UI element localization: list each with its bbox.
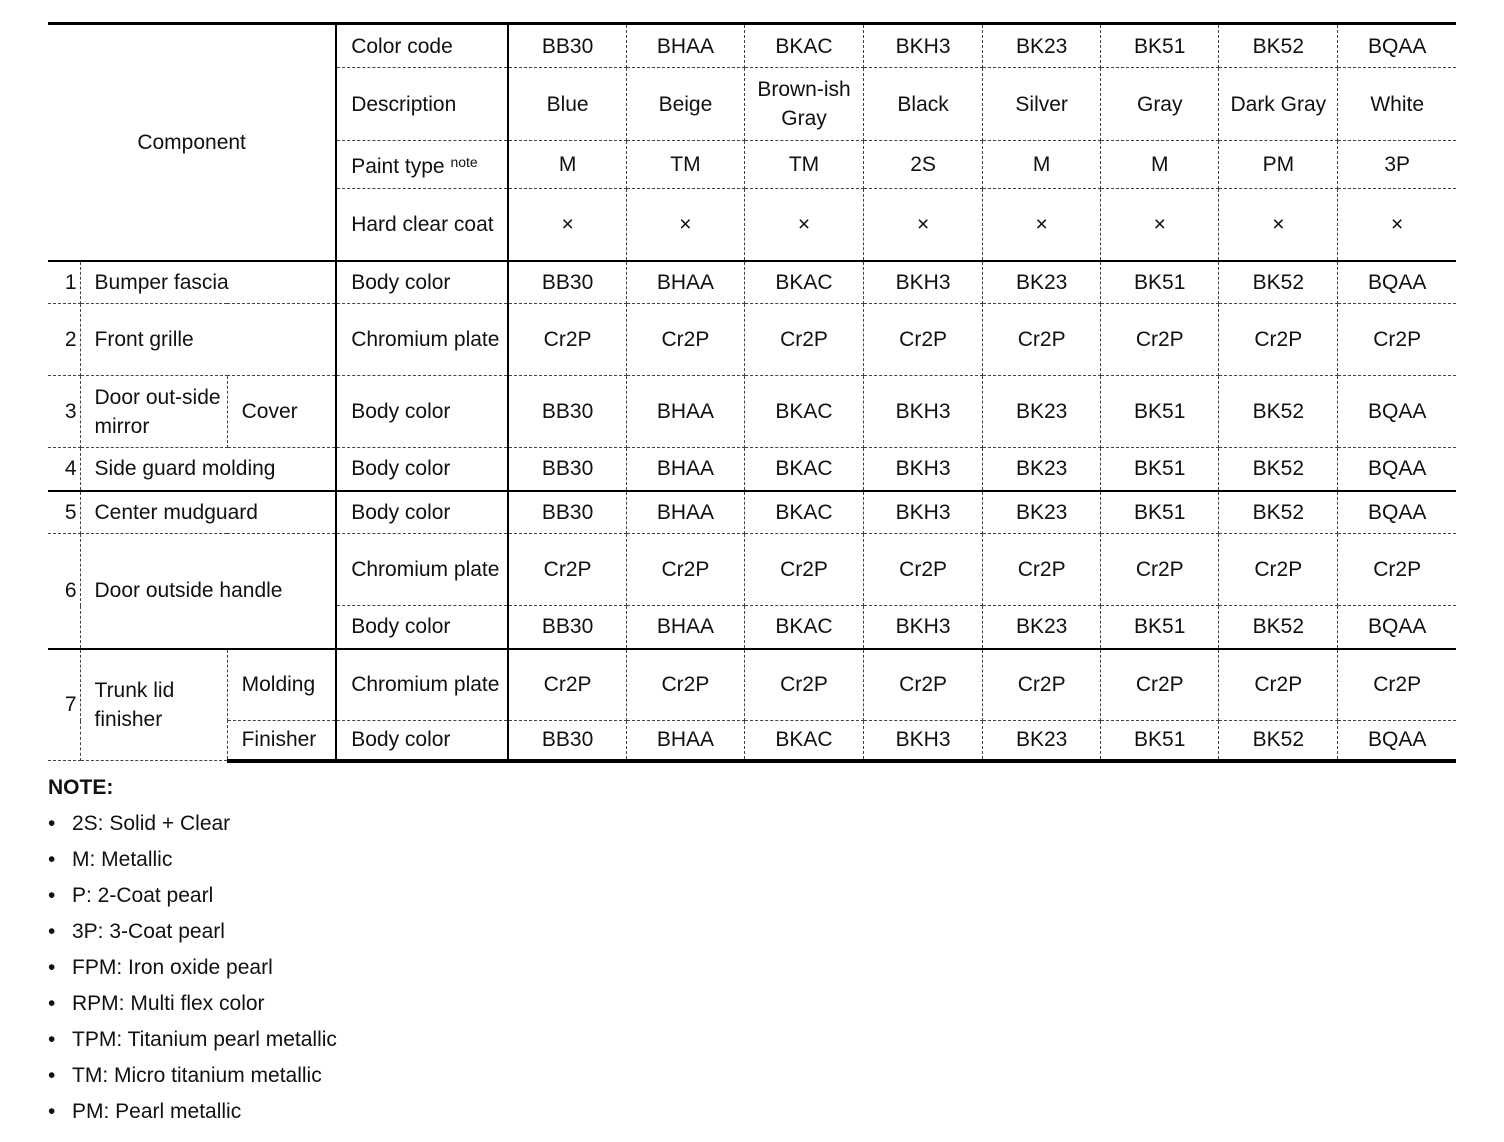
hard-clear-cell: × [744,189,863,261]
color-code-cell: BK23 [983,24,1101,68]
note-text: P: 2-Coat pearl [72,884,214,907]
note-item [48,950,337,986]
description-cell: Blue [508,68,626,141]
note-text: 2S: Solid + Clear [72,812,231,835]
value-cell: BKH3 [864,606,983,649]
description-cell: Brown-ish Gray [744,68,863,141]
note-item [48,986,337,1022]
component-name: Trunk lid finisher [80,649,227,761]
sub-component: Finisher [227,721,336,761]
value-cell: BKAC [744,448,863,491]
value-cell: BK52 [1219,606,1338,649]
hard-clear-cell: × [508,189,626,261]
hard-clear-cell: × [1219,189,1338,261]
value-cell: BK52 [1219,721,1338,761]
value-cell: BKH3 [864,261,983,304]
bullet-icon: • [48,956,56,979]
bullet-icon: • [48,1100,56,1123]
paint-type-cell: M [508,141,626,189]
note-text: 3P: 3-Coat pearl [72,920,225,943]
description-cell: Gray [1101,68,1219,141]
value-cell: BK51 [1101,448,1219,491]
note-item [48,914,337,950]
value-cell: BK52 [1219,491,1338,534]
value-cell: BQAA [1338,491,1456,534]
component-header: Component [48,24,336,261]
color-code-label: Color code [336,24,508,68]
value-cell: BB30 [508,448,626,491]
value-cell: BK23 [983,261,1101,304]
paint-type-cell: M [983,141,1101,189]
paint-type-cell: TM [626,141,744,189]
value-cell: BHAA [626,606,744,649]
finish-type: Body color [336,448,508,491]
hard-clear-cell: × [1101,189,1219,261]
value-cell: Cr2P [864,649,983,721]
note-item [48,842,337,878]
value-cell: Cr2P [1219,304,1338,376]
description-cell: Beige [626,68,744,141]
value-cell: BK51 [1101,606,1219,649]
description-cell: White [1338,68,1456,141]
value-cell: BQAA [1338,606,1456,649]
note-item [48,1094,337,1130]
note-superscript: note [450,154,478,170]
notes-section [48,770,337,1130]
value-cell: BKAC [744,491,863,534]
value-cell: Cr2P [508,304,626,376]
value-cell: BHAA [626,721,744,761]
finish-type: Chromium plate [336,649,508,721]
description-cell: Dark Gray [1219,68,1338,141]
value-cell: BQAA [1338,376,1456,448]
table-row [48,649,1456,721]
value-cell: Cr2P [1101,649,1219,721]
value-cell: Cr2P [1101,304,1219,376]
value-cell: Cr2P [626,649,744,721]
color-code-cell: BHAA [626,24,744,68]
description-label: Description [336,68,508,141]
value-cell: BKH3 [864,376,983,448]
color-code-cell: BQAA [1338,24,1456,68]
component-name: Front grille [80,304,336,376]
finish-type: Chromium plate [336,534,508,606]
color-code-row [48,24,1456,68]
color-code-cell: BB30 [508,24,626,68]
table-row [48,448,1456,491]
value-cell: BHAA [626,448,744,491]
value-cell: BQAA [1338,448,1456,491]
note-text: M: Metallic [72,848,173,871]
value-cell: BK52 [1219,261,1338,304]
value-cell: Cr2P [1338,304,1456,376]
value-cell: BK51 [1101,261,1219,304]
note-text: FPM: Iron oxide pearl [72,956,273,979]
value-cell: BKAC [744,261,863,304]
component-name: Door out-side mirror [80,376,227,448]
component-name: Door outside handle [80,534,336,649]
hard-clear-cell: × [983,189,1101,261]
table-row [48,304,1456,376]
bullet-icon: • [48,992,56,1015]
note-item [48,878,337,914]
row-number: 1 [48,261,80,304]
description-cell: Black [864,68,983,141]
value-cell: BHAA [626,261,744,304]
value-cell: BK51 [1101,721,1219,761]
value-cell: Cr2P [744,534,863,606]
value-cell: BKAC [744,376,863,448]
finish-type: Body color [336,376,508,448]
note-text: PM: Pearl metallic [72,1100,242,1123]
hard-clear-label: Hard clear coat [336,189,508,261]
table-row [48,534,1456,606]
paint-type-cell: M [1101,141,1219,189]
note-text: TM: Micro titanium metallic [72,1064,322,1087]
value-cell: BK23 [983,491,1101,534]
value-cell: BQAA [1338,261,1456,304]
value-cell: BB30 [508,606,626,649]
row-number: 4 [48,448,80,491]
table-row [48,721,1456,761]
finish-type: Body color [336,261,508,304]
bullet-icon: • [48,1028,56,1051]
paint-type-label [336,141,508,189]
value-cell: BK51 [1101,491,1219,534]
value-cell: BKH3 [864,448,983,491]
value-cell: BK23 [983,721,1101,761]
value-cell: BK23 [983,448,1101,491]
value-cell: Cr2P [1338,649,1456,721]
paint-type-cell: TM [744,141,863,189]
value-cell: BHAA [626,376,744,448]
table-row [48,261,1456,304]
component-name: Center mudguard [80,491,336,534]
sub-component: Molding [227,649,336,721]
finish-type: Body color [336,491,508,534]
value-cell: BB30 [508,721,626,761]
value-cell: BB30 [508,376,626,448]
paint-type-cell: 3P [1338,141,1456,189]
paint-type-cell: PM [1219,141,1338,189]
bullet-icon: • [48,920,56,943]
row-number: 6 [48,534,80,649]
note-item [48,1022,337,1058]
value-cell: BKH3 [864,491,983,534]
value-cell: Cr2P [508,534,626,606]
value-cell: Cr2P [1219,649,1338,721]
value-cell: Cr2P [1219,534,1338,606]
note-item [48,1058,337,1094]
color-code-cell: BKH3 [864,24,983,68]
paint-color-table [48,22,1456,763]
table-row [48,376,1456,448]
value-cell: BB30 [508,491,626,534]
value-cell: Cr2P [626,534,744,606]
component-name: Side guard molding [80,448,336,491]
bullet-icon: • [48,812,56,835]
color-code-cell: BKAC [744,24,863,68]
value-cell: BHAA [626,491,744,534]
row-number: 3 [48,376,80,448]
paint-type-text: Paint type [351,155,445,178]
note-text: RPM: Multi flex color [72,992,265,1015]
value-cell: Cr2P [864,304,983,376]
value-cell: BKAC [744,606,863,649]
value-cell: Cr2P [1338,534,1456,606]
value-cell: Cr2P [864,534,983,606]
value-cell: BK52 [1219,448,1338,491]
color-code-cell: BK52 [1219,24,1338,68]
table-row [48,491,1456,534]
note-text: TPM: Titanium pearl metallic [72,1028,337,1051]
row-number: 7 [48,649,80,761]
row-number: 2 [48,304,80,376]
value-cell: BK51 [1101,376,1219,448]
value-cell: Cr2P [1101,534,1219,606]
bullet-icon: • [48,848,56,871]
color-code-cell: BK51 [1101,24,1219,68]
paint-type-cell: 2S [864,141,983,189]
hard-clear-cell: × [1338,189,1456,261]
value-cell: Cr2P [744,304,863,376]
description-cell: Silver [983,68,1101,141]
note-item [48,806,337,842]
component-name: Bumper fascia [80,261,336,304]
notes-title: NOTE: [48,776,114,799]
value-cell: Cr2P [983,534,1101,606]
value-cell: BQAA [1338,721,1456,761]
value-cell: BKAC [744,721,863,761]
finish-type: Body color [336,606,508,649]
value-cell: BK52 [1219,376,1338,448]
row-number: 5 [48,491,80,534]
value-cell: Cr2P [983,649,1101,721]
value-cell: Cr2P [508,649,626,721]
value-cell: Cr2P [983,304,1101,376]
finish-type: Chromium plate [336,304,508,376]
hard-clear-cell: × [864,189,983,261]
bullet-icon: • [48,1064,56,1087]
value-cell: Cr2P [626,304,744,376]
value-cell: BB30 [508,261,626,304]
finish-type: Body color [336,721,508,761]
bullet-icon: • [48,884,56,907]
value-cell: Cr2P [744,649,863,721]
value-cell: BKH3 [864,721,983,761]
hard-clear-cell: × [626,189,744,261]
value-cell: BK23 [983,376,1101,448]
value-cell: BK23 [983,606,1101,649]
sub-component: Cover [227,376,336,448]
